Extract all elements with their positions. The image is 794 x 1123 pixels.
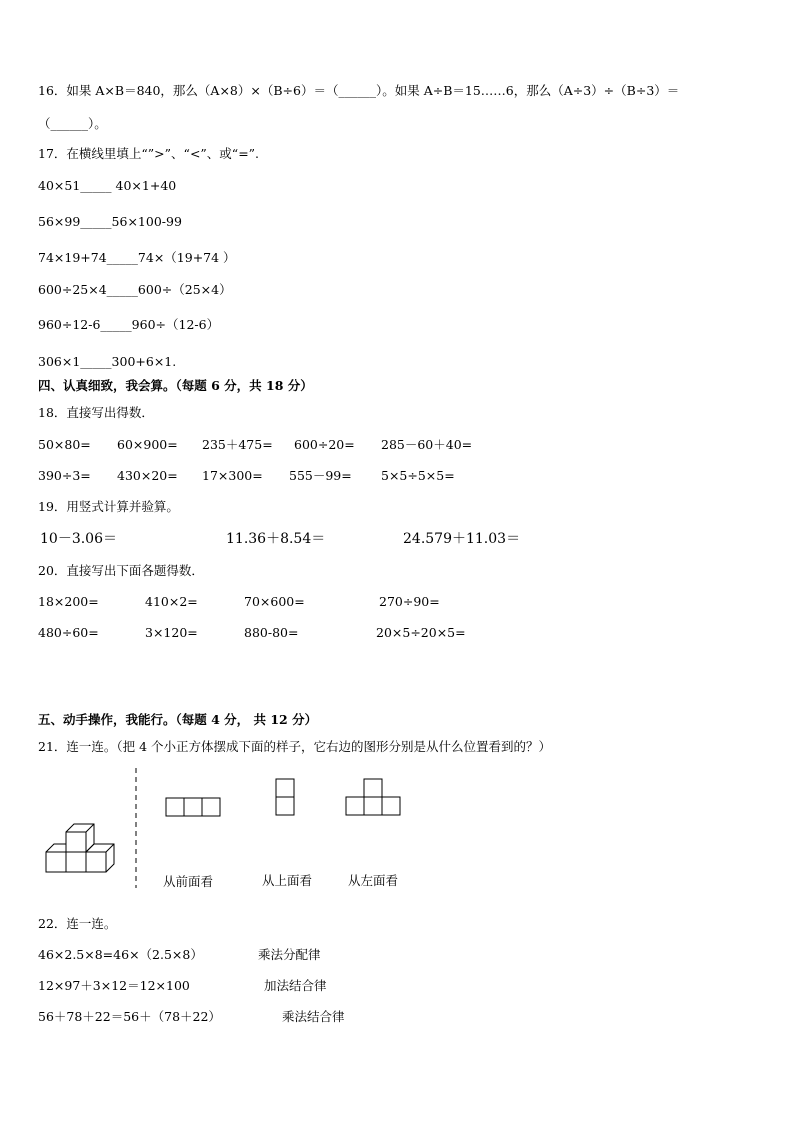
front-view-figure [165, 797, 223, 817]
q19-item: 24.579＋11.03＝ [403, 531, 521, 547]
q20-title: 20．直接写出下面各题得数． [38, 563, 204, 578]
q22-left-item: 46×2.5×8=46×（2.5×8） [38, 947, 203, 962]
q20-r1: 18×200= [38, 594, 99, 609]
q18-r1: 60×900= [117, 437, 178, 452]
q18-r1: 285－60＋40= [381, 437, 473, 452]
q18-r2: 5×5÷5×5= [381, 468, 455, 483]
section4-heading: 四、认真细致，我会算。（每题 6 分，共 18 分） [38, 378, 313, 393]
q18-r1: 235＋475= [202, 437, 273, 452]
q16-line1: 16．如果 A×B＝840，那么（A×8）×（B÷6）＝（______）。如果 A÷B＝15……6，那么（A÷3）÷（B÷3）＝ [38, 83, 680, 98]
top-view-figure [275, 778, 297, 818]
q17-item: 306×1_____300+6×1. [38, 354, 177, 369]
q20-r1: 270÷90= [379, 594, 440, 609]
q18-r1: 50×80= [38, 437, 91, 452]
view-label-top: 从上面看 [262, 873, 313, 888]
q17-item: 960÷12-6_____960÷（12-6） [38, 317, 220, 332]
q18-r2: 390÷3= [38, 468, 91, 483]
q17-item: 56×99_____56×100-99 [38, 214, 182, 229]
dashed-divider [134, 768, 138, 888]
section5-heading: 五、动手操作，我能行。（每题 4 分， 共 12 分） [38, 712, 318, 727]
q20-r1: 410×2= [145, 594, 198, 609]
left-view-figure [345, 778, 403, 818]
q18-r2: 17×300= [202, 468, 263, 483]
q22-right-item: 乘法分配律 [258, 947, 321, 962]
q22-title: 22．连一连。 [38, 916, 117, 931]
q18-r1: 600÷20= [294, 437, 355, 452]
q17-item: 600÷25×4_____600÷（25×4） [38, 282, 232, 297]
view-label-front: 从前面看 [163, 874, 214, 889]
q21-title: 21．连一连。（把 4 个小正方体摆成下面的样子，它右边的图形分别是从什么位置看到的？） [38, 739, 552, 754]
q19-item: 11.36＋8.54＝ [226, 531, 326, 547]
q20-r1: 70×600= [244, 594, 305, 609]
q16-line2: （______）。 [38, 116, 107, 131]
q20-r2: 880-80= [244, 625, 299, 640]
q20-r2: 480÷60= [38, 625, 99, 640]
q17-item: 40×51_____ 40×1+40 [38, 178, 177, 193]
q22-left-item: 56＋78＋22＝56＋（78＋22） [38, 1009, 221, 1024]
q17-item: 74×19+74_____74×（19+74 ） [38, 250, 236, 265]
q20-r2: 20×5÷20×5= [376, 625, 466, 640]
q22-right-item: 乘法结合律 [282, 1009, 345, 1024]
q18-r2: 555－99= [289, 468, 352, 483]
view-label-left: 从左面看 [348, 873, 399, 888]
q19-item: 10－3.06＝ [40, 531, 117, 547]
q22-left-item: 12×97＋3×12＝12×100 [38, 978, 190, 993]
q22-right-item: 加法结合律 [264, 978, 327, 993]
cube-stack-figure [40, 808, 130, 878]
q18-r2: 430×20= [117, 468, 178, 483]
q17-title: 17．在横线里填上“”>”、“<”、或“=”. [38, 146, 260, 161]
q19-title: 19．用竖式计算并验算。 [38, 499, 179, 514]
q18-title: 18．直接写出得数． [38, 405, 154, 420]
q20-r2: 3×120= [145, 625, 198, 640]
